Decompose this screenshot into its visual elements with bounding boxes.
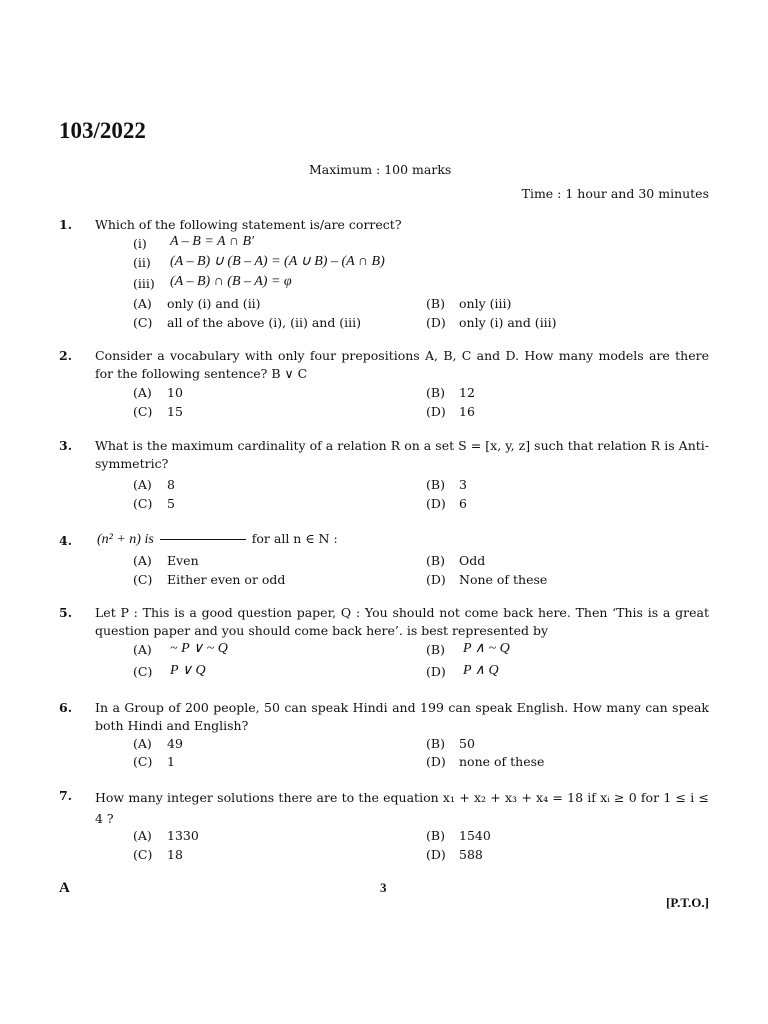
option-text: 50 xyxy=(459,736,475,751)
max-marks: Maximum : 100 marks xyxy=(309,162,452,177)
question-number: 4. xyxy=(59,533,73,548)
option-text: P ∧ Q xyxy=(463,663,499,678)
option-text: Either even or odd xyxy=(167,572,286,587)
option-label: (C) xyxy=(133,754,153,769)
option-text: ~ P ∨ ~ Q xyxy=(170,641,228,656)
question-number: 5. xyxy=(59,605,73,620)
option-label: (B) xyxy=(426,828,445,843)
option-text: 10 xyxy=(167,385,183,400)
option-text: P ∧ ~ Q xyxy=(463,641,510,656)
option-label: (A) xyxy=(133,385,152,400)
statement-text: (A – B) ∩ (B – A) = φ xyxy=(170,274,292,289)
option-text: only (i) and (ii) xyxy=(167,296,261,311)
question-text: Consider a vocabulary with only four prepositions A, B, C and D. How many models are there for the following sentence? B ∨ C xyxy=(95,348,709,381)
option-text: 15 xyxy=(167,404,183,419)
option-label: (D) xyxy=(426,754,446,769)
option-text: all of the above (i), (ii) and (iii) xyxy=(167,315,362,330)
option-text: 18 xyxy=(167,847,183,862)
option-label: (C) xyxy=(133,847,153,862)
option-label: (B) xyxy=(426,553,445,568)
page-number: 3 xyxy=(380,880,387,895)
time-allowed: Time : 1 hour and 30 minutes xyxy=(521,186,709,201)
option-label: (D) xyxy=(426,847,446,862)
option-label: (D) xyxy=(426,572,446,587)
option-label: (A) xyxy=(133,477,152,492)
option-label: (B) xyxy=(426,736,445,751)
option-text: 3 xyxy=(459,477,467,492)
option-label: (A) xyxy=(133,828,152,843)
option-label: (B) xyxy=(426,385,445,400)
question-number: 3. xyxy=(59,438,73,453)
option-text: 16 xyxy=(459,404,475,419)
option-text: 5 xyxy=(167,496,175,511)
option-text: only (iii) xyxy=(459,296,512,311)
option-label: (C) xyxy=(133,664,153,679)
statement-text: A – B = A ∩ B′ xyxy=(170,234,255,249)
option-label: (C) xyxy=(133,404,153,419)
question-text: What is the maximum cardinality of a relation R on a set S = [x, y, z] such that relation R is Anti-symmetric? xyxy=(95,438,709,471)
statement-label: (i) xyxy=(133,236,147,251)
paper-code: 103/2022 xyxy=(59,118,146,143)
question-text: Which of the following statement is/are correct? xyxy=(95,217,402,232)
question-text: How many integer solutions there are to the equation x₁ + x₂ + x₃ + x₄ = 18 if xᵢ ≥ 0 for 1 ≤ i ≤ 4 ? xyxy=(95,790,709,826)
option-label: (C) xyxy=(133,315,153,330)
option-label: (D) xyxy=(426,496,446,511)
statement-label: (iii) xyxy=(133,276,155,291)
option-text: 6 xyxy=(459,496,467,511)
option-text: 8 xyxy=(167,477,175,492)
question-set-code: A xyxy=(59,880,70,896)
question-text-after: for all n ∈ N : xyxy=(251,531,338,546)
option-text: 588 xyxy=(459,847,483,862)
option-label: (C) xyxy=(133,496,153,511)
option-text: None of these xyxy=(459,572,548,587)
option-label: (D) xyxy=(426,315,446,330)
question-text: Let P : This is a good question paper, Q : You should not come back here. Then ‘This is a great question paper and you should come back here’. is best represented by xyxy=(95,605,709,638)
question-number: 6. xyxy=(59,700,73,715)
option-text: 1540 xyxy=(459,828,491,843)
question-text xyxy=(97,531,338,548)
option-label: (A) xyxy=(133,642,152,657)
option-label: (D) xyxy=(426,664,446,679)
question-text-before: (n² + n) is xyxy=(97,532,154,547)
option-label: (A) xyxy=(133,736,152,751)
option-text: 1330 xyxy=(167,828,199,843)
please-turn-over: [P.T.O.] xyxy=(666,895,709,910)
option-text: Odd xyxy=(459,553,486,568)
question-number: 7. xyxy=(59,788,73,803)
option-label: (A) xyxy=(133,296,152,311)
option-text: 49 xyxy=(167,736,183,751)
option-text: 12 xyxy=(459,385,475,400)
option-label: (B) xyxy=(426,296,445,311)
option-label: (D) xyxy=(426,404,446,419)
option-text: Even xyxy=(167,553,199,568)
statement-text: (A – B) ∪ (B – A) = (A ∪ B) – (A ∩ B) xyxy=(170,254,385,269)
option-label: (B) xyxy=(426,642,445,657)
option-text: 1 xyxy=(167,754,175,769)
option-label: (C) xyxy=(133,572,153,587)
question-text: In a Group of 200 people, 50 can speak Hindi and 199 can speak English. How many can speak both Hindi and English? xyxy=(95,700,709,733)
option-label: (A) xyxy=(133,553,152,568)
option-text: only (i) and (iii) xyxy=(459,315,557,330)
option-label: (B) xyxy=(426,477,445,492)
option-text: P ∨ Q xyxy=(170,663,206,678)
option-text: none of these xyxy=(459,754,545,769)
statement-label: (ii) xyxy=(133,255,151,270)
question-number: 1. xyxy=(59,217,73,232)
question-number: 2. xyxy=(59,348,73,363)
answer-blank xyxy=(160,539,246,540)
